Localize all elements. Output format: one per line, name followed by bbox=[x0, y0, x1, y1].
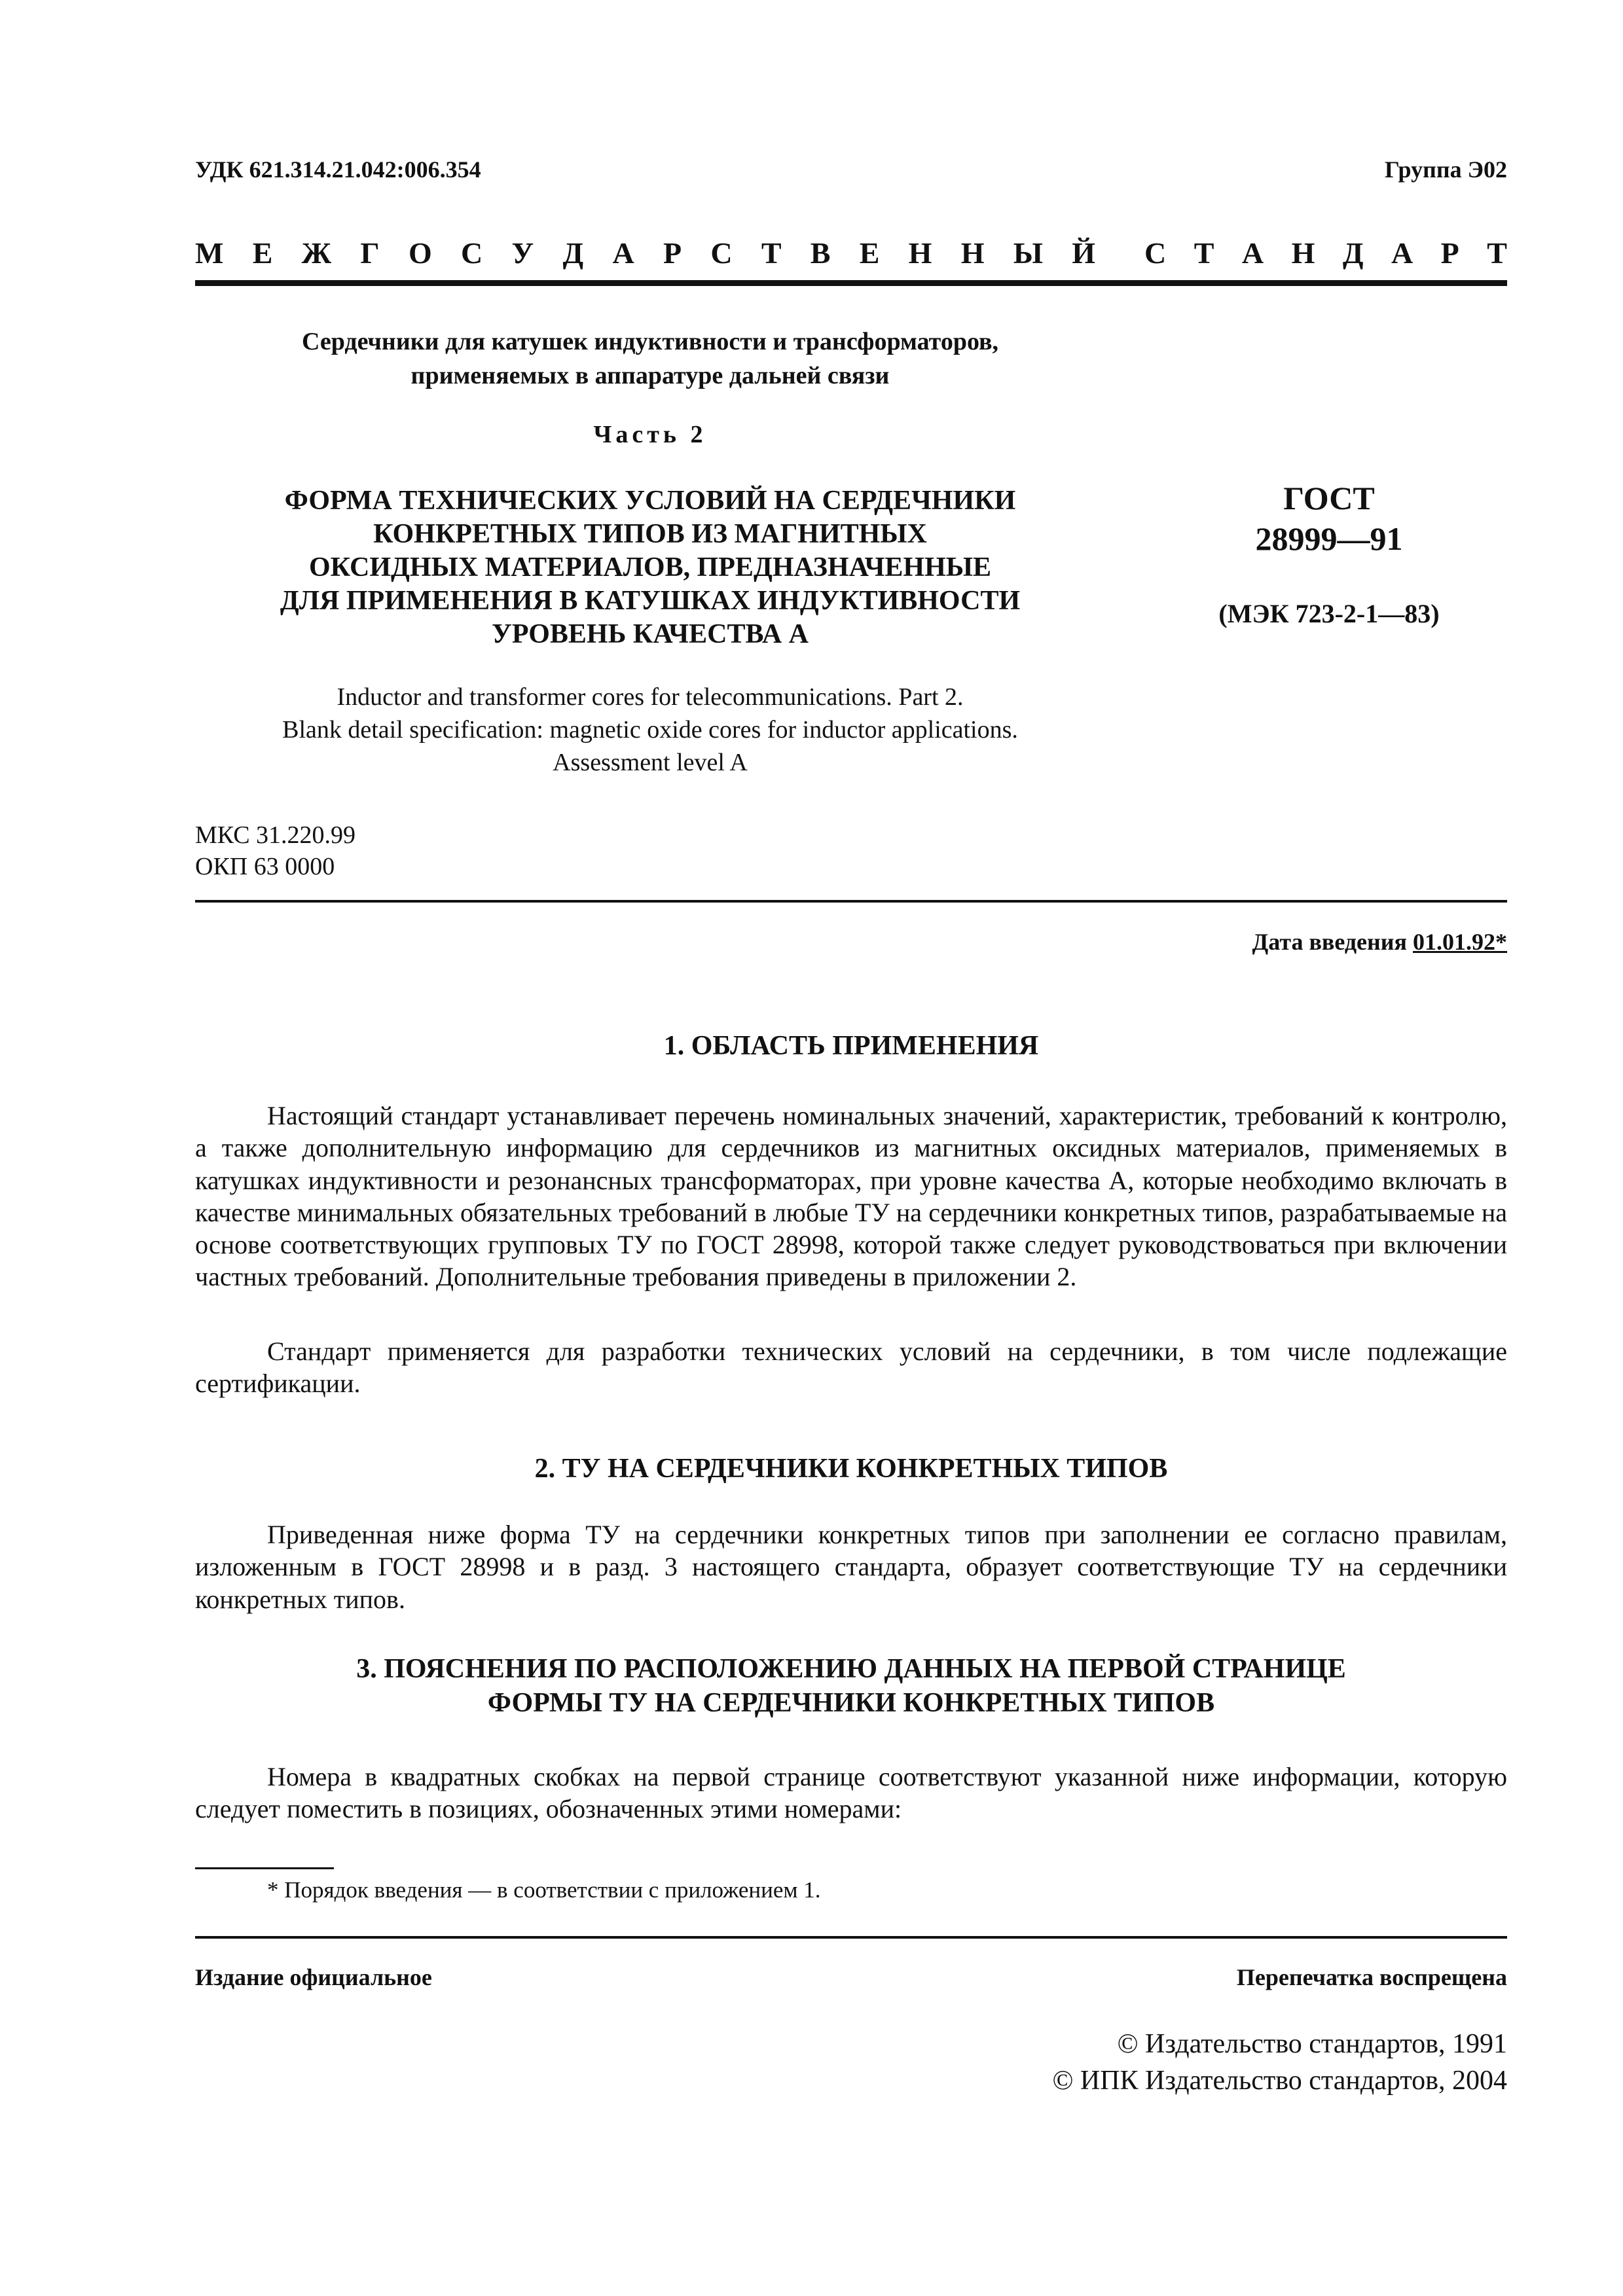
banner-letter: Р bbox=[663, 236, 682, 270]
title-line: ОКСИДНЫХ МАТЕРИАЛОВ, ПРЕДНАЗНАЧЕННЫЕ bbox=[308, 552, 992, 583]
banner-letter: С bbox=[460, 236, 483, 270]
banner-letter: Е bbox=[252, 236, 273, 270]
gost-label: ГОСТ bbox=[1283, 480, 1375, 516]
section-paragraph: Стандарт применяется для разработки технических условий на сердечники, в том числе подлежащие сертификации. bbox=[195, 1336, 1507, 1399]
reprint-prohibited-label: Перепечатка воспрещена bbox=[1236, 1964, 1507, 1990]
english-title bbox=[195, 681, 1105, 779]
banner-letter: Н bbox=[908, 236, 932, 270]
mks-code: МКС 31.220.99 bbox=[195, 821, 356, 849]
date-label: Дата введения bbox=[1252, 929, 1413, 955]
banner-letter: Д bbox=[562, 236, 584, 270]
banner-letter: А bbox=[612, 236, 634, 270]
banner-letter: М bbox=[195, 236, 224, 270]
banner-letter: Ы bbox=[1013, 236, 1043, 270]
title-line: КОНКРЕТНЫХ ТИПОВ ИЗ МАГНИТНЫХ bbox=[373, 519, 927, 549]
banner-letter: Т bbox=[1487, 236, 1507, 270]
classification-codes bbox=[195, 819, 356, 882]
date-value: 01.01.92* bbox=[1413, 929, 1507, 955]
section-paragraph: Настоящий стандарт устанавливает перечень номинальных значений, характеристик, требований к контролю, а также дополнительную информацию для сердечников из магнитных оксидных материалов, применяемых в катушках индуктивности и резонансных трансформаторах, при уровне качества А, которые необходимо включать в качестве минимальных обязательных требований в любые ТУ на сердечники конкретных типов, разрабатываемые на основе соответствующих групповых ТУ по ГОСТ 28998, которой также следует руководствоваться при включении частных требований. Дополнительные требования приведены в приложении 2. bbox=[195, 1101, 1507, 1292]
banner-letter: Т bbox=[1194, 236, 1214, 270]
banner-letter: А bbox=[1241, 236, 1264, 270]
copyright-line: © Издательство стандартов, 1991 bbox=[1117, 2029, 1507, 2059]
banner-letter: Н bbox=[1291, 236, 1315, 270]
divider-rule bbox=[195, 900, 1507, 903]
banner-letter: Р bbox=[1440, 236, 1459, 270]
subject-title bbox=[195, 325, 1105, 393]
section-heading bbox=[195, 1652, 1507, 1720]
banner-rule bbox=[195, 280, 1507, 286]
standard-banner bbox=[195, 236, 1507, 270]
copyright-line: © ИПК Издательство стандартов, 2004 bbox=[1052, 2066, 1507, 2096]
banner-letter: Й bbox=[1072, 236, 1095, 270]
subject-line: применяемых в аппаратуре дальней связи bbox=[410, 362, 890, 389]
section-paragraph: Номера в квадратных скобках на первой странице соответствуют указанной ниже информации, которую следует поместить в позициях, обозначенных этими номерами: bbox=[195, 1762, 1507, 1824]
okp-code: ОКП 63 0000 bbox=[195, 853, 335, 880]
copyright-block bbox=[915, 2026, 1507, 2099]
banner-letter: А bbox=[1391, 236, 1413, 270]
banner-letter: Н bbox=[960, 236, 985, 270]
footer-rule bbox=[195, 1936, 1507, 1939]
udk-code: УДК 621.314.21.042:006.354 bbox=[195, 156, 481, 183]
title-line: ФОРМА ТЕХНИЧЕСКИХ УСЛОВИЙ НА СЕРДЕЧНИКИ bbox=[284, 486, 1016, 516]
document-title bbox=[195, 484, 1105, 651]
banner-letter: В bbox=[810, 236, 831, 270]
gost-designation bbox=[1151, 478, 1507, 559]
banner-letter: С bbox=[1144, 236, 1167, 270]
footnote-rule bbox=[195, 1867, 334, 1869]
introduction-date bbox=[195, 928, 1507, 956]
iec-reference: (МЭК 723-2-1—83) bbox=[1218, 599, 1440, 628]
title-line: УРОВЕНЬ КАЧЕСТВА А bbox=[492, 619, 809, 649]
english-line: Assessment level A bbox=[553, 749, 748, 776]
footnote: * Порядок введения — в соответствии с приложением 1. bbox=[267, 1877, 821, 1903]
page-footer bbox=[195, 1964, 1507, 1991]
gost-number: 28999—91 bbox=[1255, 520, 1403, 557]
banner-letter: Ж bbox=[301, 236, 332, 270]
banner-letter: Е bbox=[859, 236, 880, 270]
page-header bbox=[195, 156, 1507, 183]
section-paragraph: Приведенная ниже форма ТУ на сердечники конкретных типов при заполнении ее согласно правилам, изложенным в ГОСТ 28998 и в разд. 3 настоящего стандарта, образует соответствующие ТУ на сердечники конкретных типов. bbox=[195, 1520, 1507, 1614]
group-code: Группа Э02 bbox=[1384, 156, 1507, 183]
banner-letter: С bbox=[710, 236, 733, 270]
banner-word-standard bbox=[1144, 236, 1507, 270]
banner-letter: Д bbox=[1342, 236, 1364, 270]
banner-word-interstate bbox=[195, 236, 1095, 270]
subject-line: Сердечники для катушек индуктивности и трансформаторов, bbox=[301, 328, 999, 355]
official-edition-label: Издание официальное bbox=[195, 1964, 432, 1990]
heading-line: 3. ПОЯСНЕНИЯ ПО РАСПОЛОЖЕНИЮ ДАННЫХ НА ПЕРВОЙ СТРАНИЦЕ bbox=[356, 1654, 1346, 1684]
section-heading: 2. ТУ НА СЕРДЕЧНИКИ КОНКРЕТНЫХ ТИПОВ bbox=[534, 1454, 1168, 1484]
english-line: Inductor and transformer cores for telecommunications. Part 2. bbox=[337, 683, 964, 711]
english-line: Blank detail specification: magnetic oxide cores for inductor applications. bbox=[282, 716, 1018, 744]
heading-line: ФОРМЫ ТУ НА СЕРДЕЧНИКИ КОНКРЕТНЫХ ТИПОВ bbox=[487, 1688, 1215, 1718]
banner-letter: О bbox=[408, 236, 432, 270]
title-line: ДЛЯ ПРИМЕНЕНИЯ В КАТУШКАХ ИНДУКТИВНОСТИ bbox=[280, 586, 1021, 616]
part-label: Часть 2 bbox=[593, 421, 707, 448]
section-heading: 1. ОБЛАСТЬ ПРИМЕНЕНИЯ bbox=[663, 1031, 1039, 1061]
banner-letter: Г bbox=[360, 236, 380, 270]
banner-letter: У bbox=[511, 236, 534, 270]
banner-letter: Т bbox=[761, 236, 782, 270]
